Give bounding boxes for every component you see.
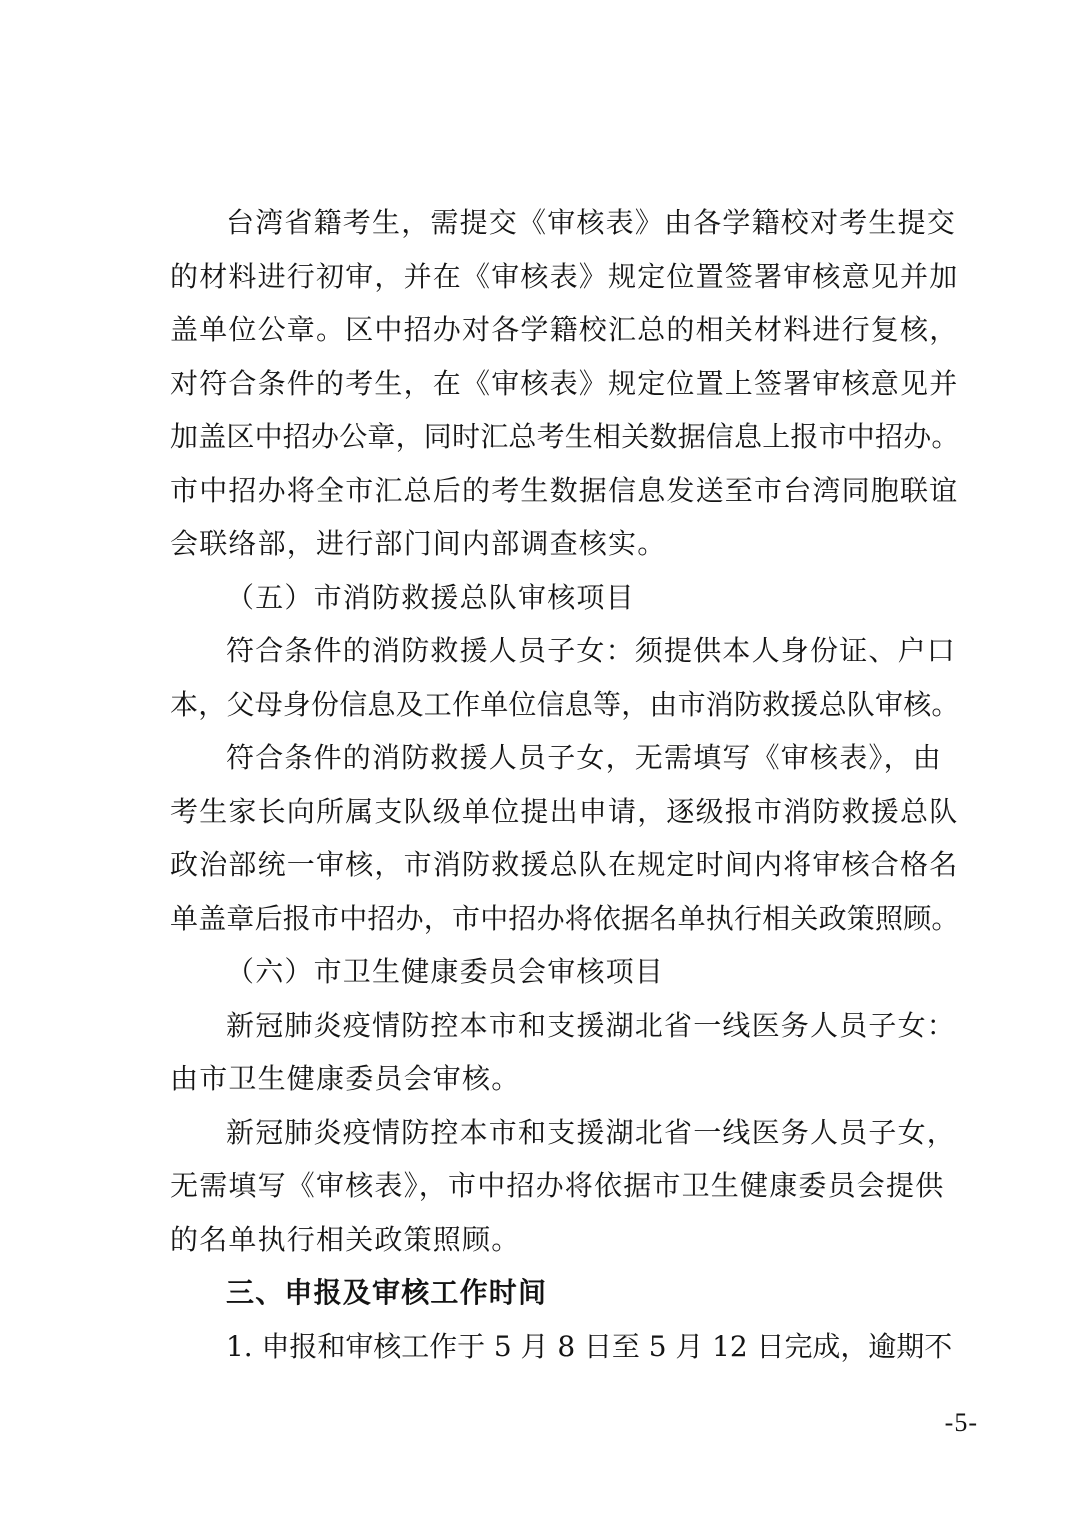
paragraph-line: 符合条件的消防救援人员子女：须提供本人身份证、户口 bbox=[226, 634, 957, 667]
paragraph-line: 符合条件的消防救援人员子女，无需填写《审核表》，由 bbox=[226, 741, 943, 774]
paragraph-line: 市中招办将全市汇总后的考生数据信息发送至市台湾同胞联谊 bbox=[170, 473, 959, 507]
paragraph-line: 单盖章后报市中招办，市中招办将依据名单执行相关政策照顾。 bbox=[170, 901, 960, 935]
body-paragraph bbox=[170, 731, 960, 945]
body-paragraph bbox=[170, 1320, 960, 1374]
subheading: （五）市消防救援总队审核项目 bbox=[226, 580, 635, 614]
subheading: （六）市卫生健康委员会审核项目 bbox=[226, 955, 665, 988]
section-heading: 三、申报及审核工作时间 bbox=[226, 1276, 548, 1309]
paragraph-line: 会联络部，进行部门间内部调查核实。 bbox=[170, 527, 667, 560]
document-body bbox=[170, 196, 960, 1373]
body-paragraph bbox=[170, 196, 960, 571]
paragraph-line: 的名单执行相关政策照顾。 bbox=[170, 1222, 521, 1256]
paragraph-line: 盖单位公章。区中招办对各学籍校汇总的相关材料进行复核， bbox=[170, 313, 959, 346]
paragraph-line: 考生家长向所属支队级单位提出申请，逐级报市消防救援总队 bbox=[170, 794, 959, 828]
paragraph-line: 1. 申报和审核工作于 5 月 8 日至 5 月 12 日完成，逾期不 bbox=[226, 1329, 953, 1363]
page-number: -5- bbox=[944, 1408, 978, 1437]
body-paragraph bbox=[170, 624, 960, 731]
paragraph-line: 对符合条件的考生，在《审核表》规定位置上签署审核意见并 bbox=[170, 366, 959, 400]
body-paragraph bbox=[170, 1106, 960, 1267]
paragraph-line: 本，父母身份信息及工作单位信息等，由市消防救援总队审核。 bbox=[170, 687, 960, 721]
body-paragraph bbox=[170, 999, 960, 1106]
paragraph-line: 新冠肺炎疫情防控本市和支援湖北省一线医务人员子女： bbox=[226, 1008, 957, 1042]
paragraph-line: 新冠肺炎疫情防控本市和支援湖北省一线医务人员子女， bbox=[226, 1115, 957, 1149]
paragraph-line: 无需填写《审核表》，市中招办将依据市卫生健康委员会提供 bbox=[170, 1169, 945, 1202]
paragraph-line: 加盖区中招办公章，同时汇总考生相关数据信息上报市中招办。 bbox=[170, 420, 960, 453]
paragraph-line: 由市卫生健康委员会审核。 bbox=[170, 1062, 521, 1095]
paragraph-line: 的材料进行初审，并在《审核表》规定位置签署审核意见并加 bbox=[170, 259, 959, 293]
paragraph-line: 政治部统一审核，市消防救援总队在规定时间内将审核合格名 bbox=[170, 848, 959, 881]
paragraph-line: 台湾省籍考生，需提交《审核表》由各学籍校对考生提交 bbox=[226, 206, 957, 239]
